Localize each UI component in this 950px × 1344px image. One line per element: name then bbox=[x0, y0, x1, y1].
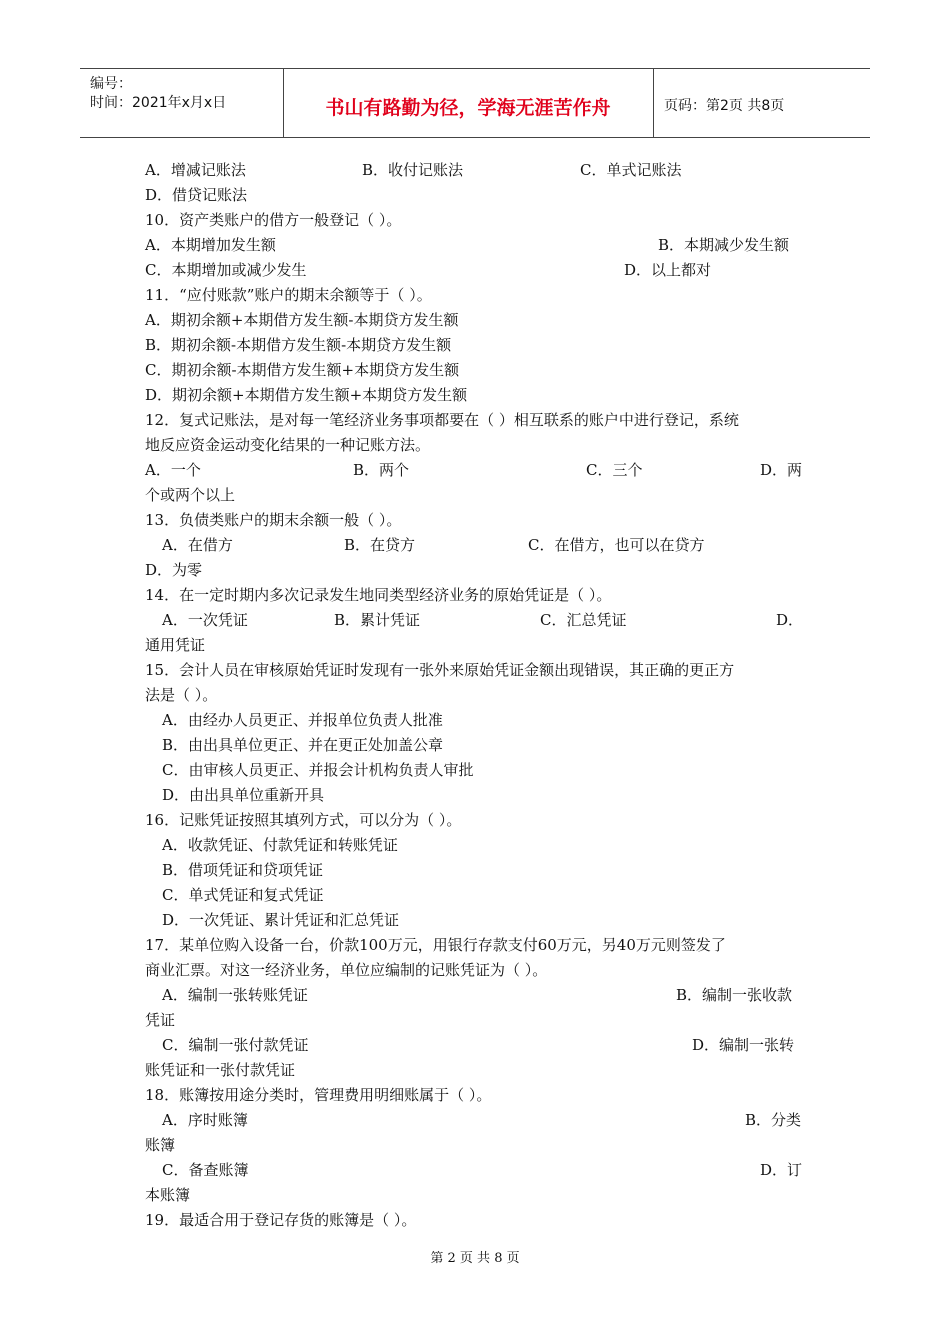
option-line: B．由出具单位更正、并在更正处加盖公章 bbox=[162, 736, 444, 754]
option-line: D．由出具单位重新开具 bbox=[162, 786, 325, 804]
option-line: B．收付记账法 bbox=[362, 161, 464, 179]
option-line: C．单式记账法 bbox=[580, 161, 682, 179]
option-line: A．序时账簿 bbox=[162, 1111, 248, 1129]
option-line: A．一次凭证 bbox=[162, 611, 248, 629]
option-line: D．一次凭证、累计凭证和汇总凭证 bbox=[162, 911, 400, 929]
page-footer: 第 2 页 共 8 页 bbox=[430, 1251, 520, 1266]
option-line: A．在借方 bbox=[162, 536, 233, 554]
option-line: C．期初余额-本期借方发生额+本期贷方发生额 bbox=[145, 361, 460, 379]
question-line: 13．负债类账户的期末余额一般（ ）。 bbox=[145, 511, 402, 529]
question-line: 商业汇票。对这一经济业务，单位应编制的记账凭证为（ ）。 bbox=[145, 961, 548, 979]
option-line: 凭证 bbox=[145, 1011, 176, 1029]
option-line: D．借贷记账法 bbox=[145, 186, 248, 204]
option-line: B．期初余额-本期借方发生额-本期贷方发生额 bbox=[145, 336, 452, 354]
option-line: C．单式凭证和复式凭证 bbox=[162, 886, 324, 904]
option-line: B．两个 bbox=[353, 461, 410, 479]
option-line: A．增减记账法 bbox=[145, 161, 246, 179]
header-divider bbox=[653, 69, 654, 137]
question-line: 14．在一定时期内多次记录发生地同类型经济业务的原始凭证是（ ）。 bbox=[145, 586, 612, 604]
page-header bbox=[80, 68, 870, 138]
option-line: D．两 bbox=[760, 461, 803, 479]
option-line: B．借项凭证和贷项凭证 bbox=[162, 861, 324, 879]
option-line: A．一个 bbox=[145, 461, 201, 479]
option-line: C．编制一张付款凭证 bbox=[162, 1036, 309, 1054]
option-line: A．本期增加发生额 bbox=[145, 236, 276, 254]
question-line: 19．最适合用于登记存货的账簿是（ ）。 bbox=[145, 1211, 417, 1229]
option-line: 账簿 bbox=[145, 1136, 176, 1154]
option-line: D．为零 bbox=[145, 561, 203, 579]
option-line: B．本期减少发生额 bbox=[658, 236, 790, 254]
question-line: 12．复式记账法，是对每一笔经济业务事项都要在（ ）相互联系的账户中进行登记，系统 bbox=[145, 411, 739, 429]
option-line: A．编制一张转账凭证 bbox=[162, 986, 308, 1004]
option-line: 本账簿 bbox=[145, 1186, 191, 1204]
option-line: C．汇总凭证 bbox=[540, 611, 627, 629]
question-line: 15．会计人员在审核原始凭证时发现有一张外来原始凭证金额出现错误，其正确的更正方 bbox=[145, 661, 735, 679]
option-line: C．在借方，也可以在贷方 bbox=[528, 536, 705, 554]
option-line: B．编制一张收款 bbox=[676, 986, 793, 1004]
question-line: 地反应资金运动变化结果的一种记账方法。 bbox=[145, 436, 431, 454]
option-line: A．期初余额+本期借方发生额-本期贷方发生额 bbox=[145, 311, 459, 329]
option-line: C．三个 bbox=[586, 461, 643, 479]
option-line: D．编制一张转 bbox=[692, 1036, 795, 1054]
option-line: B．累计凭证 bbox=[334, 611, 421, 629]
option-line: C．本期增加或减少发生 bbox=[145, 261, 307, 279]
option-line: B．分类 bbox=[745, 1111, 802, 1129]
header-motto: 书山有路勤为径，学海无涯苦作舟 bbox=[325, 97, 611, 119]
option-line: 个或两个以上 bbox=[145, 486, 236, 504]
option-line: C．由审核人员更正、并报会计机构负责人审批 bbox=[162, 761, 474, 779]
question-line: 18．账簿按用途分类时，管理费用明细账属于（ ）。 bbox=[145, 1086, 492, 1104]
option-line: D．期初余额+本期借方发生额+本期贷方发生额 bbox=[145, 386, 468, 404]
question-line: 11．“应付账款”账户的期末余额等于（ ）。 bbox=[145, 286, 432, 304]
option-line: A．由经办人员更正、并报单位负责人批准 bbox=[162, 711, 443, 729]
option-line: D．以上都对 bbox=[624, 261, 712, 279]
doc-number-label: 编号： bbox=[90, 76, 132, 92]
question-line: 16．记账凭证按照其填列方式，可以分为（ ）。 bbox=[145, 811, 462, 829]
option-line: B．在贷方 bbox=[344, 536, 416, 554]
option-line: D．订 bbox=[760, 1161, 803, 1179]
question-line: 10．资产类账户的借方一般登记（ ）。 bbox=[145, 211, 402, 229]
option-line: D． bbox=[776, 611, 804, 629]
option-line: A．收款凭证、付款凭证和转账凭证 bbox=[162, 836, 398, 854]
option-line: 通用凭证 bbox=[145, 636, 206, 654]
doc-date-label: 时间：2021年x月x日 bbox=[90, 95, 227, 111]
option-line: 账凭证和一张付款凭证 bbox=[145, 1061, 296, 1079]
option-line: C．备查账簿 bbox=[162, 1161, 249, 1179]
question-line: 17．某单位购入设备一台，价款100万元，用银行存款支付60万元，另40万元则签发了 bbox=[145, 936, 726, 954]
question-line: 法是（ ）。 bbox=[145, 686, 218, 704]
page-number-info: 页码：第2页 共8页 bbox=[664, 98, 785, 114]
